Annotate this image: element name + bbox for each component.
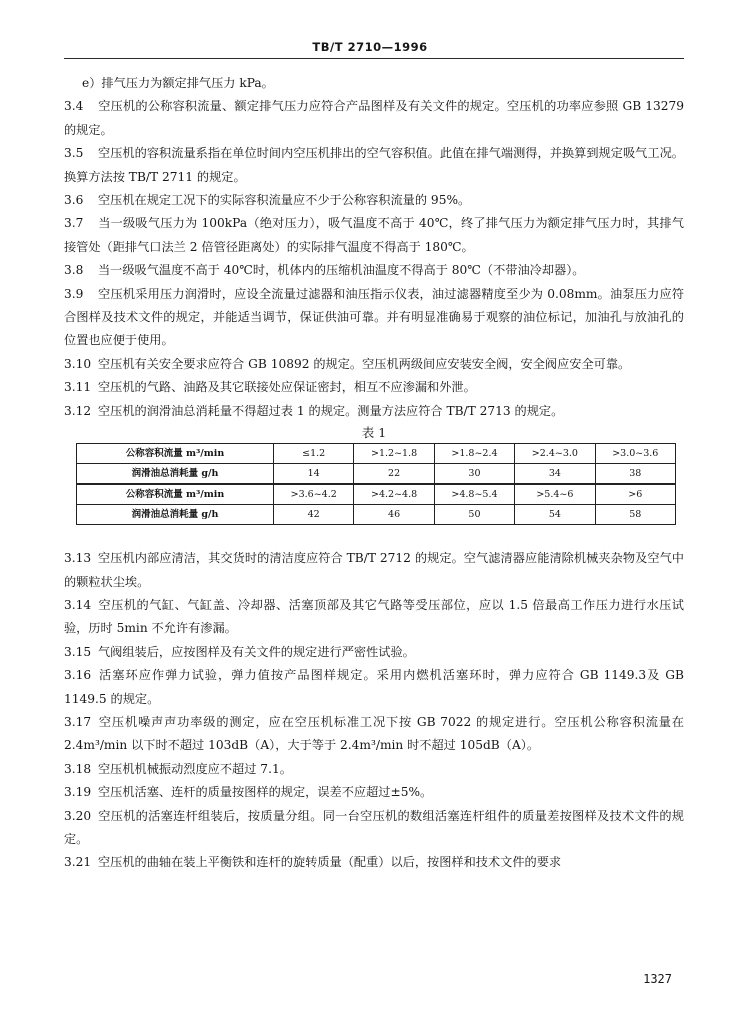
clause-paragraph [64,711,684,758]
clause-paragraph [64,851,684,874]
table-cell: 14 [274,464,354,485]
clause-text: 活塞环应作弹力试验，弹力值按产品图样规定。采用内燃机活塞环时，弹力应符合 GB 1149.3及 GB 1149.5 的规定。 [64,668,684,706]
clause-text: 空压机采用压力润滑时，应设全流量过滤器和油压指示仪表，油过滤器精度至少为 0.08mm。油泵压力应符合图样及技术文件的规定，并能适当调节，保证供油可靠。并有明显准确易于观察的油位标记，加油孔与放油孔的位置也应便于使用。 [64,286,684,348]
clause-paragraph [64,547,684,594]
clause-number: 3.12 [64,403,92,418]
table-cell: >6 [595,484,675,505]
table-cell: ≤1.2 [274,444,354,464]
table-row-label: 公称容积流量 m³/min [77,444,274,464]
clause-number: 3.10 [64,356,92,371]
clause-number: 3.6 [64,193,84,208]
lubricant-consumption-table [76,443,676,525]
clause-paragraph [64,353,684,376]
table-cell: 22 [354,464,434,485]
clause-paragraph [64,400,684,423]
clause-number: 3.18 [64,761,92,776]
table-cell: 34 [515,464,595,485]
page-header-standard: TB/T 2710—1996 [312,40,428,54]
clause-text: 空压机机械振动烈度应不超过 7.1。 [98,761,292,776]
clause-text: 当一级吸气压力为 100kPa（绝对压力），吸气温度不高于 40℃，终了排气压力为额定排气压力时，其排气接管处（距排气口法兰 2 倍管径距离处）的实际排气温度不得高于 180℃。 [64,216,684,254]
clause-paragraph [64,758,684,781]
clause-paragraph [64,95,684,142]
table-cell: >2.4~3.0 [515,444,595,464]
clause-paragraph [64,594,684,641]
clause-number: 3.17 [64,714,92,729]
table-cell: 46 [354,505,434,525]
table-cell: >1.2~1.8 [354,444,434,464]
clause-text: 空压机活塞、连杆的质量按图样的规定，误差不应超过±5%。 [98,785,433,800]
clause-text: 当一级吸气温度不高于 40℃时，机体内的压缩机油温度不得高于 80℃（不带油冷却器）。 [98,263,585,278]
document-body [64,72,684,875]
table-cell: >3.0~3.6 [595,444,675,464]
table-cell: 58 [595,505,675,525]
clause-paragraph [64,142,684,189]
clause-number: 3.13 [64,551,92,566]
clause-number: 3.21 [64,855,92,870]
clause-text: 空压机噪声声功率级的测定，应在空压机标准工况下按 GB 7022 的规定进行。空压机公称容积流量在 2.4m³/min 以下时不超过 103dB（A），大于等于 2.4m³/min 时不超过 105dB（A）。 [64,714,684,753]
clause-number: 3.4 [64,99,84,114]
clause-number: 3.16 [64,668,92,683]
clause-text: 空压机的曲轴在装上平衡铁和连杆的旋转质量（配重）以后，按图样和技术文件的要求 [98,855,562,870]
table-cell: 30 [434,464,514,485]
clause-paragraph [64,805,684,852]
table-cell: 54 [515,505,595,525]
clause-number: 3.9 [64,286,84,301]
clause-text: 空压机的活塞连杆组装后，按质量分组。同一台空压机的数组活塞连杆组件的质量差按图样及技术文件的规定。 [64,808,684,846]
clause-number: 3.20 [64,808,92,823]
clause-paragraph [64,259,684,282]
table-cell: >3.6~4.2 [274,484,354,505]
clause-number: 3.7 [64,216,84,231]
clause-text: 空压机的气缸、气缸盖、冷却器、活塞顶部及其它气路等受压部位，应以 1.5 倍最高工作压力进行水压试验，历时 5min 不允许有渗漏。 [64,597,684,636]
clause-text: 空压机内部应清洁，其交货时的清洁度应符合 TB/T 2712 的规定。空气滤清器应能清除机械夹杂物及空气中的颗粒状尘埃。 [64,551,684,589]
table-row [77,464,676,485]
clause-text: 气阀组装后，应按图样及有关文件的规定进行严密性试验。 [98,644,415,659]
clause-paragraph [64,212,684,259]
clause-paragraph [64,72,684,95]
clause-text: 空压机的公称容积流量、额定排气压力应符合产品图样及有关文件的规定。空压机的功率应参照 GB 13279 的规定。 [64,99,684,137]
clause-number: 3.5 [64,146,84,161]
clause-text: 空压机有关安全要求应符合 GB 10892 的规定。空压机两级间应安装安全阀，安全阀应安全可靠。 [98,356,631,371]
clause-paragraph [64,781,684,804]
clause-paragraph [64,664,684,711]
clause-paragraph [64,283,684,353]
page-number: 1327 [643,972,672,986]
table-cell: >4.2~4.8 [354,484,434,505]
clause-number: 3.19 [64,785,92,800]
table-row-label: 润滑油总消耗量 g/h [77,505,274,525]
table-row-label: 公称容积流量 m³/min [77,484,274,505]
clause-number: 3.14 [64,597,92,612]
clause-number: 3.15 [64,644,92,659]
clause-text: 空压机的容积流量系指在单位时间内空压机排出的空气容积值。此值在排气端测得，并换算到规定吸气工况。换算方法按 TB/T 2711 的规定。 [64,146,684,184]
table-cell: 42 [274,505,354,525]
clause-number: 3.11 [64,380,92,395]
table-cell: >5.4~6 [515,484,595,505]
header-divider [64,58,684,59]
table-cell: 50 [434,505,514,525]
table-row [77,444,676,464]
clause-text: 空压机的润滑油总消耗量不得超过表 1 的规定。测量方法应符合 TB/T 2713 的规定。 [98,403,564,418]
table-row [77,505,676,525]
clause-number: 3.8 [64,263,84,278]
clause-paragraph [64,376,684,399]
table-cell: >1.8~2.4 [434,444,514,464]
clause-text: 空压机的气路、油路及其它联接处应保证密封，相互不应渗漏和外泄。 [98,380,476,395]
clause-text: e）排气压力为额定排气压力 kPa。 [82,76,274,90]
clause-paragraph [64,641,684,664]
paragraphs-after-table [64,547,684,875]
table-title: 表 1 [361,425,387,441]
table-cell: 38 [595,464,675,485]
table-row [77,484,676,505]
clause-text: 空压机在规定工况下的实际容积流量应不少于公称容积流量的 95%。 [98,193,471,208]
clause-paragraph [64,189,684,212]
paragraphs-before-table [64,72,684,423]
table-row-label: 润滑油总消耗量 g/h [77,464,274,485]
table-cell: >4.8~5.4 [434,484,514,505]
